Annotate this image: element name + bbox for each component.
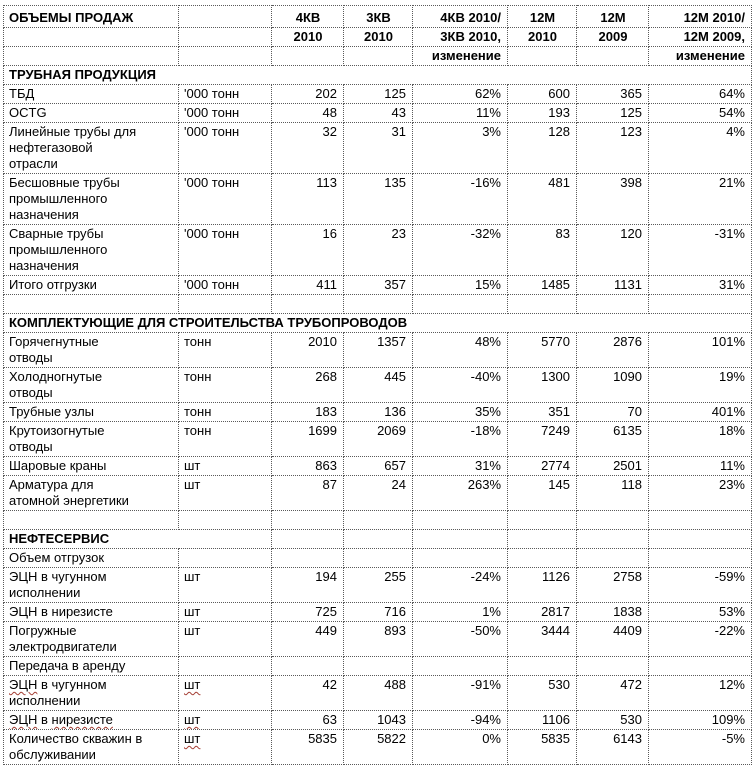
data-row [4,476,752,511]
value-cell: 4409 [577,622,649,657]
sales-table-body [4,66,752,765]
value-cell: 24 [344,476,413,511]
unit-cell: '000 тонн [179,104,272,123]
value-cell: -22% [649,622,752,657]
section-title: КОМПЛЕКТУЮЩИЕ ДЛЯ СТРОИТЕЛЬСТВА ТРУБОПРОВОДОВ [4,314,752,333]
value-cell: 1838 [577,603,649,622]
value-cell: 0% [413,730,508,765]
value-cell: 255 [344,568,413,603]
value-cell: 2758 [577,568,649,603]
value-cell: 1% [413,603,508,622]
spacer-cell [649,511,752,530]
misspelled-word: шт [184,677,201,692]
value-cell: 136 [344,403,413,422]
value-cell: 449 [272,622,344,657]
value-cell [272,549,344,568]
row-label: Холодногнутые отводы [4,368,179,403]
section-title: ТРУБНАЯ ПРОДУКЦИЯ [4,66,752,85]
value-cell: 2774 [508,457,577,476]
value-cell: 725 [272,603,344,622]
row-label: ТБД [4,85,179,104]
row-label: Горячегнутные отводы [4,333,179,368]
header-cell-y-change-line2: 12М 2009, [649,28,752,47]
data-row [4,123,752,174]
unit-cell: '000 тонн [179,276,272,295]
unit-cell: шт [179,476,272,511]
value-cell [649,549,752,568]
data-row [4,603,752,622]
value-cell [577,549,649,568]
value-cell [413,549,508,568]
value-cell: 657 [344,457,413,476]
section-title-row [4,66,752,85]
unit-cell [179,657,272,676]
value-cell: 481 [508,174,577,225]
value-cell: 202 [272,85,344,104]
value-cell: 31% [413,457,508,476]
data-row [4,276,752,295]
misspelled-word: ЭЦН [9,712,38,727]
value-cell [344,549,413,568]
value-cell: 135 [344,174,413,225]
spacer-cell [344,511,413,530]
value-cell: 83 [508,225,577,276]
value-cell [508,549,577,568]
row-label: Объем отгрузок [4,549,179,568]
spacer-cell [649,295,752,314]
sales-volumes-table [3,5,752,765]
value-cell: 1699 [272,422,344,457]
spacer-cell [508,511,577,530]
value-cell: 1043 [344,711,413,730]
header-cell-12m-2010: 12М [508,6,577,28]
header-cell-q4-2010-line2: 2010 [272,28,344,47]
value-cell: 48 [272,104,344,123]
value-cell: 6135 [577,422,649,457]
spacer-cell [179,511,272,530]
data-row [4,730,752,765]
value-cell: 357 [344,276,413,295]
subsection-header-row [4,549,752,568]
value-cell: 125 [344,85,413,104]
row-label: Сварные трубы промышленного назначения [4,225,179,276]
empty-cell [413,530,508,549]
value-cell: 365 [577,85,649,104]
header-cell-q-change-line3: изменение [413,47,508,66]
value-cell [413,657,508,676]
value-cell: 12% [649,676,752,711]
data-row [4,622,752,657]
misspelled-word: нирезисте [51,712,113,727]
row-label: Количество скважин в обслуживании [4,730,179,765]
unit-cell [179,549,272,568]
value-cell: 54% [649,104,752,123]
unit-cell: шт [179,568,272,603]
row-label: Линейные трубы для нефтегазовой отрасли [4,123,179,174]
value-cell: 48% [413,333,508,368]
spacer-cell [179,295,272,314]
unit-cell: '000 тонн [179,225,272,276]
value-cell: 398 [577,174,649,225]
value-cell: -91% [413,676,508,711]
value-cell: 6143 [577,730,649,765]
empty-cell [508,530,577,549]
value-cell: 3% [413,123,508,174]
value-cell: 5770 [508,333,577,368]
header-row-3 [4,47,752,66]
header-cell-unit [179,6,272,28]
value-cell: 716 [344,603,413,622]
spacer-cell [577,511,649,530]
value-cell: 351 [508,403,577,422]
row-label: ЭЦН в чугунном исполнении [4,568,179,603]
unit-cell: '000 тонн [179,174,272,225]
row-label: Передача в аренду [4,657,179,676]
value-cell [344,657,413,676]
misspelled-word: шт [184,731,201,746]
spacer-row [4,511,752,530]
row-label: Бесшовные трубы промышленного назначения [4,174,179,225]
row-label: ЭЦН в нирезисте [4,711,179,730]
data-row [4,174,752,225]
header-cell-q3-2010-line2: 2010 [344,28,413,47]
value-cell: 863 [272,457,344,476]
header-cell-12m-2009-line2: 2009 [577,28,649,47]
header-cell-q-change: 4КВ 2010/ [413,6,508,28]
data-row [4,457,752,476]
value-cell: 101% [649,333,752,368]
data-row [4,403,752,422]
value-cell: 193 [508,104,577,123]
value-cell: -59% [649,568,752,603]
value-cell: 43 [344,104,413,123]
misspelled-word: ЭЦН [9,677,38,692]
row-label: Шаровые краны [4,457,179,476]
value-cell: -24% [413,568,508,603]
header-row-2 [4,28,752,47]
spacer-cell [508,295,577,314]
header-cell-empty [344,47,413,66]
value-cell: 1126 [508,568,577,603]
value-cell: 32 [272,123,344,174]
value-cell: -31% [649,225,752,276]
misspelled-word: шт [184,712,201,727]
value-cell: 183 [272,403,344,422]
value-cell: 63 [272,711,344,730]
header-cell-y-change-line3: изменение [649,47,752,66]
value-cell: 893 [344,622,413,657]
value-cell: -5% [649,730,752,765]
value-cell: 109% [649,711,752,730]
section-title-row [4,530,752,549]
value-cell: 1357 [344,333,413,368]
value-cell: -32% [413,225,508,276]
unit-cell: шт [179,622,272,657]
empty-cell [272,530,344,549]
header-cell-q-change-line2: 3КВ 2010, [413,28,508,47]
value-cell: 35% [413,403,508,422]
value-cell: 123 [577,123,649,174]
unit-cell: тонн [179,403,272,422]
value-cell: 600 [508,85,577,104]
value-cell: 31% [649,276,752,295]
header-cell-12m-2010-line2: 2010 [508,28,577,47]
data-row [4,333,752,368]
header-cell-empty [508,47,577,66]
subsection-header-row [4,657,752,676]
value-cell: 1485 [508,276,577,295]
value-cell: 19% [649,368,752,403]
header-cell-y-change: 12М 2010/ [649,6,752,28]
unit-cell [179,730,272,765]
value-cell [272,657,344,676]
row-label: Крутоизогнутые отводы [4,422,179,457]
section-title: НЕФТЕСЕРВИС [4,530,272,549]
data-row [4,104,752,123]
header-cell-empty [577,47,649,66]
header-cell-12m-2009: 12М [577,6,649,28]
spacer-cell [413,295,508,314]
data-row [4,676,752,711]
value-cell: 2010 [272,333,344,368]
data-row [4,225,752,276]
value-cell: 1300 [508,368,577,403]
value-cell: 31 [344,123,413,174]
header-cell-empty [179,28,272,47]
value-cell: 42 [272,676,344,711]
value-cell: -40% [413,368,508,403]
value-cell: 445 [344,368,413,403]
unit-cell [179,676,272,711]
value-cell: 2876 [577,333,649,368]
value-cell: 125 [577,104,649,123]
value-cell: -18% [413,422,508,457]
value-cell: 2817 [508,603,577,622]
value-cell: 53% [649,603,752,622]
unit-cell: тонн [179,333,272,368]
value-cell: 5835 [508,730,577,765]
value-cell: 23 [344,225,413,276]
value-cell: 23% [649,476,752,511]
value-cell: 62% [413,85,508,104]
row-label: Погружные электродвигатели [4,622,179,657]
value-cell: -50% [413,622,508,657]
spacer-cell [344,295,413,314]
spacer-cell [4,295,179,314]
value-cell: 118 [577,476,649,511]
header-cell-empty [4,47,179,66]
unit-cell: тонн [179,422,272,457]
unit-cell: '000 тонн [179,85,272,104]
row-label: ЭЦН в чугунном исполнении [4,676,179,711]
value-cell: 1106 [508,711,577,730]
value-cell: 11% [413,104,508,123]
unit-cell: шт [179,457,272,476]
value-cell: 530 [577,711,649,730]
spacer-cell [4,511,179,530]
value-cell: 2069 [344,422,413,457]
value-cell: 18% [649,422,752,457]
table-title: ОБЪЕМЫ ПРОДАЖ [4,6,179,28]
value-cell: 21% [649,174,752,225]
header-cell-q4-2010: 4КВ [272,6,344,28]
value-cell: 145 [508,476,577,511]
value-cell: 1090 [577,368,649,403]
value-cell: -16% [413,174,508,225]
data-row [4,85,752,104]
header-cell-empty [179,47,272,66]
spacer-cell [413,511,508,530]
value-cell: 194 [272,568,344,603]
row-label: OCTG [4,104,179,123]
value-cell: 113 [272,174,344,225]
section-title-row [4,314,752,333]
value-cell: -94% [413,711,508,730]
value-cell: 120 [577,225,649,276]
value-cell: 411 [272,276,344,295]
value-cell: 15% [413,276,508,295]
value-cell: 488 [344,676,413,711]
spacer-cell [272,295,344,314]
row-label: Трубные узлы [4,403,179,422]
value-cell: 263% [413,476,508,511]
value-cell: 3444 [508,622,577,657]
unit-cell: тонн [179,368,272,403]
value-cell [508,657,577,676]
value-cell: 5835 [272,730,344,765]
value-cell: 401% [649,403,752,422]
value-cell: 16 [272,225,344,276]
header-cell-q3-2010: 3КВ [344,6,413,28]
value-cell: 472 [577,676,649,711]
header-cell-empty [4,28,179,47]
value-cell: 2501 [577,457,649,476]
value-cell [649,657,752,676]
table-header [4,6,752,66]
header-cell-empty [272,47,344,66]
value-cell: 64% [649,85,752,104]
data-row [4,568,752,603]
value-cell: 4% [649,123,752,174]
data-row [4,422,752,457]
value-cell [577,657,649,676]
empty-cell [649,530,752,549]
data-row [4,368,752,403]
row-label: Арматура для атомной энергетики [4,476,179,511]
spacer-cell [272,511,344,530]
unit-cell: '000 тонн [179,123,272,174]
value-cell: 128 [508,123,577,174]
empty-cell [577,530,649,549]
value-cell: 268 [272,368,344,403]
value-cell: 70 [577,403,649,422]
empty-cell [344,530,413,549]
value-cell: 1131 [577,276,649,295]
row-label: Итого отгрузки [4,276,179,295]
value-cell: 87 [272,476,344,511]
spacer-row [4,295,752,314]
spacer-cell [577,295,649,314]
unit-cell: шт [179,603,272,622]
value-cell: 530 [508,676,577,711]
value-cell: 5822 [344,730,413,765]
header-row-1 [4,6,752,28]
value-cell: 7249 [508,422,577,457]
value-cell: 11% [649,457,752,476]
row-label: ЭЦН в нирезисте [4,603,179,622]
